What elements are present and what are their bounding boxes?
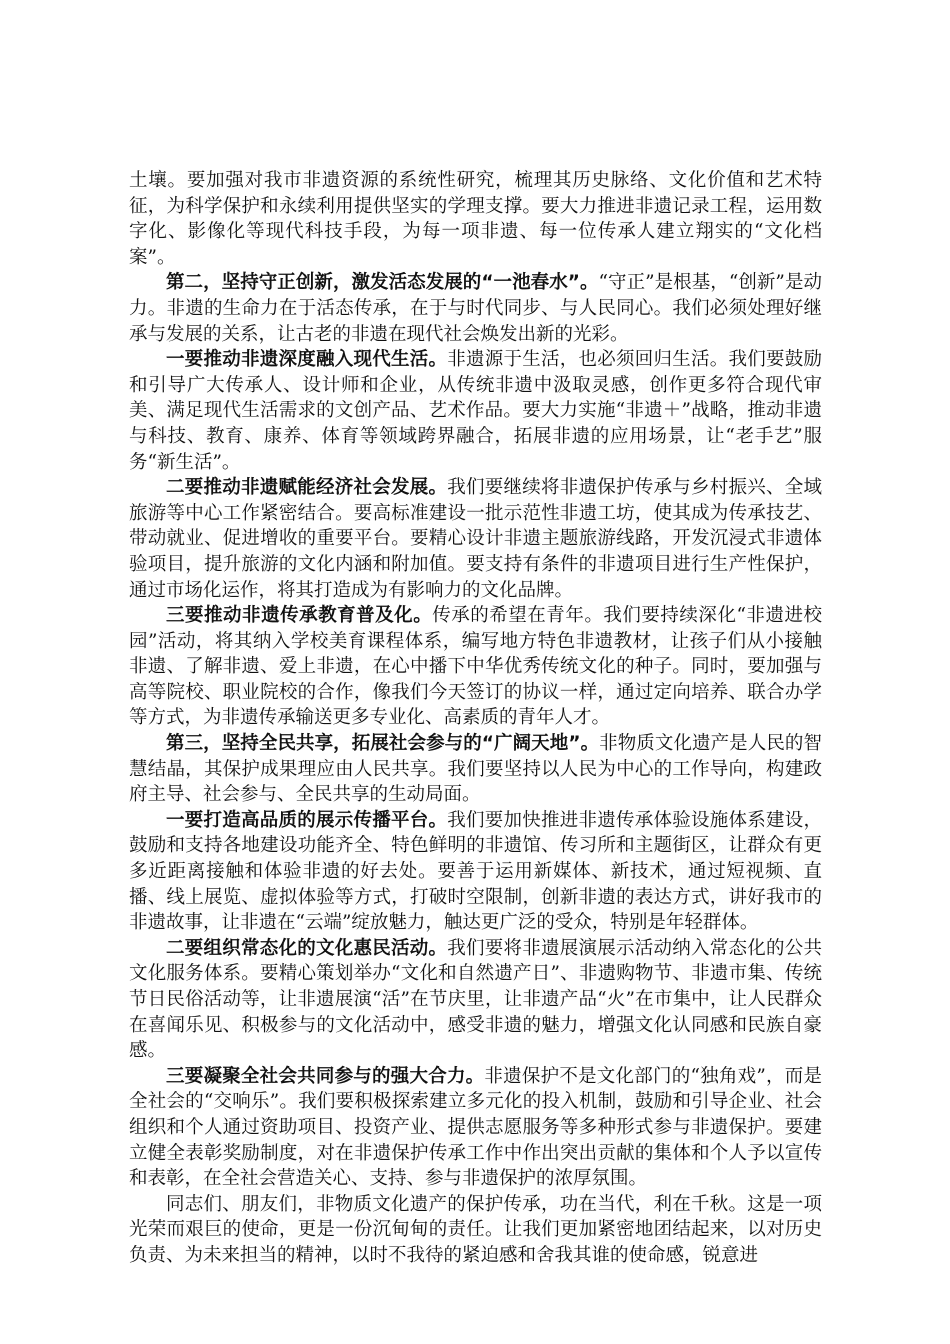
paragraph-text: 同志们、朋友们，非物质文化遗产的保护传承，功在当代，利在千秋。这是一项光荣而艰巨的使命，更是一份沉甸甸的责任。让我们更加紧密地团结起来，以对历史负责、为未来担当的精神，以时不我待的紧迫感和舍我其谁的使命感，锐意进 bbox=[129, 1193, 822, 1266]
paragraph-10 bbox=[129, 1192, 822, 1269]
paragraph-text: 非遗保护不是文化部门的“独角戏”，而是全社会的“交响乐”。我们要积极探索建立多元化的投入机制，鼓励和引导企业、社会组织和个人通过资助项目、投资产业、提供志愿服务等多种形式参与非遗保护。要建立健全表彰奖励制度，对在非遗保护传承工作中作出突出贡献的集体和个人予以宣传和表彰，在全社会营造关心、支持、参与非遗保护的浓厚氛围。 bbox=[129, 1065, 822, 1190]
paragraph-text: 非物质文化遗产是人民的智慧结晶，其保护成果理应由人民共享。我们要坚持以人民为中心的工作导向，构建政府主导、社会参与、全民共享的生动局面。 bbox=[129, 733, 822, 806]
paragraph-lead: 三要推动非遗传承教育普及化。 bbox=[166, 605, 433, 627]
paragraph-6 bbox=[129, 731, 822, 808]
paragraph-lead: 一要打造高品质的展示传播平台。 bbox=[166, 809, 448, 831]
paragraph-lead: 二要组织常态化的文化惠民活动。 bbox=[166, 937, 448, 959]
paragraph-lead: 第二，坚持守正创新，激发活态发展的“一池春水”。 bbox=[166, 272, 599, 294]
paragraph-text: 传承的希望在青年。我们要持续深化“非遗进校园”活动，将其纳入学校美育课程体系，编写地方特色非遗教材，让孩子们从小接触非遗、了解非遗、爱上非遗，在心中播下中华优秀传统文化的种子。同时，要加强与高等院校、职业院校的合作，像我们今天签订的协议一样，通过定向培养、联合办学等方式，为非遗传承输送更多专业化、高素质的青年人才。 bbox=[129, 605, 822, 729]
paragraph-5 bbox=[129, 603, 822, 731]
paragraph-text: 非遗源于生活，也必须回归生活。我们要鼓励和引导广大传承人、设计师和企业，从传统非遗中汲取灵感，创作更多符合现代审美、满足现代生活需求的文创产品、艺术作品。要大力实施“非遗＋”战略，推动非遗与科技、教育、康养、体育等领域跨界融合，拓展非遗的应用场景，让“老手艺”服务“新生活”。 bbox=[129, 349, 822, 473]
paragraph-lead: 一要推动非遗深度融入现代生活。 bbox=[166, 349, 448, 371]
paragraph-lead: 三要凝聚全社会共同参与的强大合力。 bbox=[166, 1065, 485, 1087]
paragraph-lead: 二要推动非遗赋能经济社会发展。 bbox=[166, 477, 448, 499]
document-body bbox=[129, 168, 822, 1269]
paragraph-3 bbox=[129, 347, 822, 475]
paragraph-9 bbox=[129, 1064, 822, 1192]
paragraph-7 bbox=[129, 808, 822, 936]
paragraph-text: 我们要加快推进非遗传承体验设施体系建设，鼓励和支持各地建设功能齐全、特色鲜明的非遗馆、传习所和主题街区，让群众有更多近距离接触和体验非遗的好去处。要善于运用新媒体、新技术，通过短视频、直播、线上展览、虚拟体验等方式，打破时空限制，创新非遗的表达方式，讲好我市的非遗故事，让非遗在“云端”绽放魅力，触达更广泛的受众，特别是年轻群体。 bbox=[129, 809, 822, 934]
paragraph-4 bbox=[129, 475, 822, 603]
paragraph-text: 我们要继续将非遗保护传承与乡村振兴、全域旅游等中心工作紧密结合。要高标准建设一批示范性非遗工坊，使其成为传承技艺、带动就业、促进增收的重要平台。要精心设计非遗主题旅游线路，开发沉浸式非遗体验项目，提升旅游的文化内涵和附加值。要支持有条件的非遗项目进行生产性保护，通过市场化运作，将其打造成为有影响力的文化品牌。 bbox=[129, 477, 822, 601]
paragraph-lead: 第三，坚持全民共享，拓展社会参与的“广阔天地”。 bbox=[166, 733, 600, 755]
paragraph-text: 我们要将非遗展演展示活动纳入常态化的公共文化服务体系。要精心策划举办“文化和自然遗产日”、非遗购物节、非遗市集、传统节日民俗活动等，让非遗展演“活”在节庆里，让非遗产品“火”在市集中，让人民群众在喜闻乐见、积极参与的文化活动中，感受非遗的魅力，增强文化认同感和民族自豪感。 bbox=[129, 937, 822, 1062]
paragraph-1 bbox=[129, 168, 822, 270]
paragraph-text: 土壤。要加强对我市非遗资源的系统性研究，梳理其历史脉络、文化价值和艺术特征，为科学保护和永续利用提供坚实的学理支撑。要大力推进非遗记录工程，运用数字化、影像化等现代科技手段，为每一项非遗、每一位传承人建立翔实的“文化档案”。 bbox=[129, 170, 822, 268]
paragraph-2 bbox=[129, 270, 822, 347]
paragraph-8 bbox=[129, 936, 822, 1064]
paragraph-text: “守正”是根基，“创新”是动力。非遗的生命力在于活态传承，在于与时代同步、与人民同心。我们必须处理好继承与发展的关系，让古老的非遗在现代社会焕发出新的光彩。 bbox=[129, 272, 822, 345]
